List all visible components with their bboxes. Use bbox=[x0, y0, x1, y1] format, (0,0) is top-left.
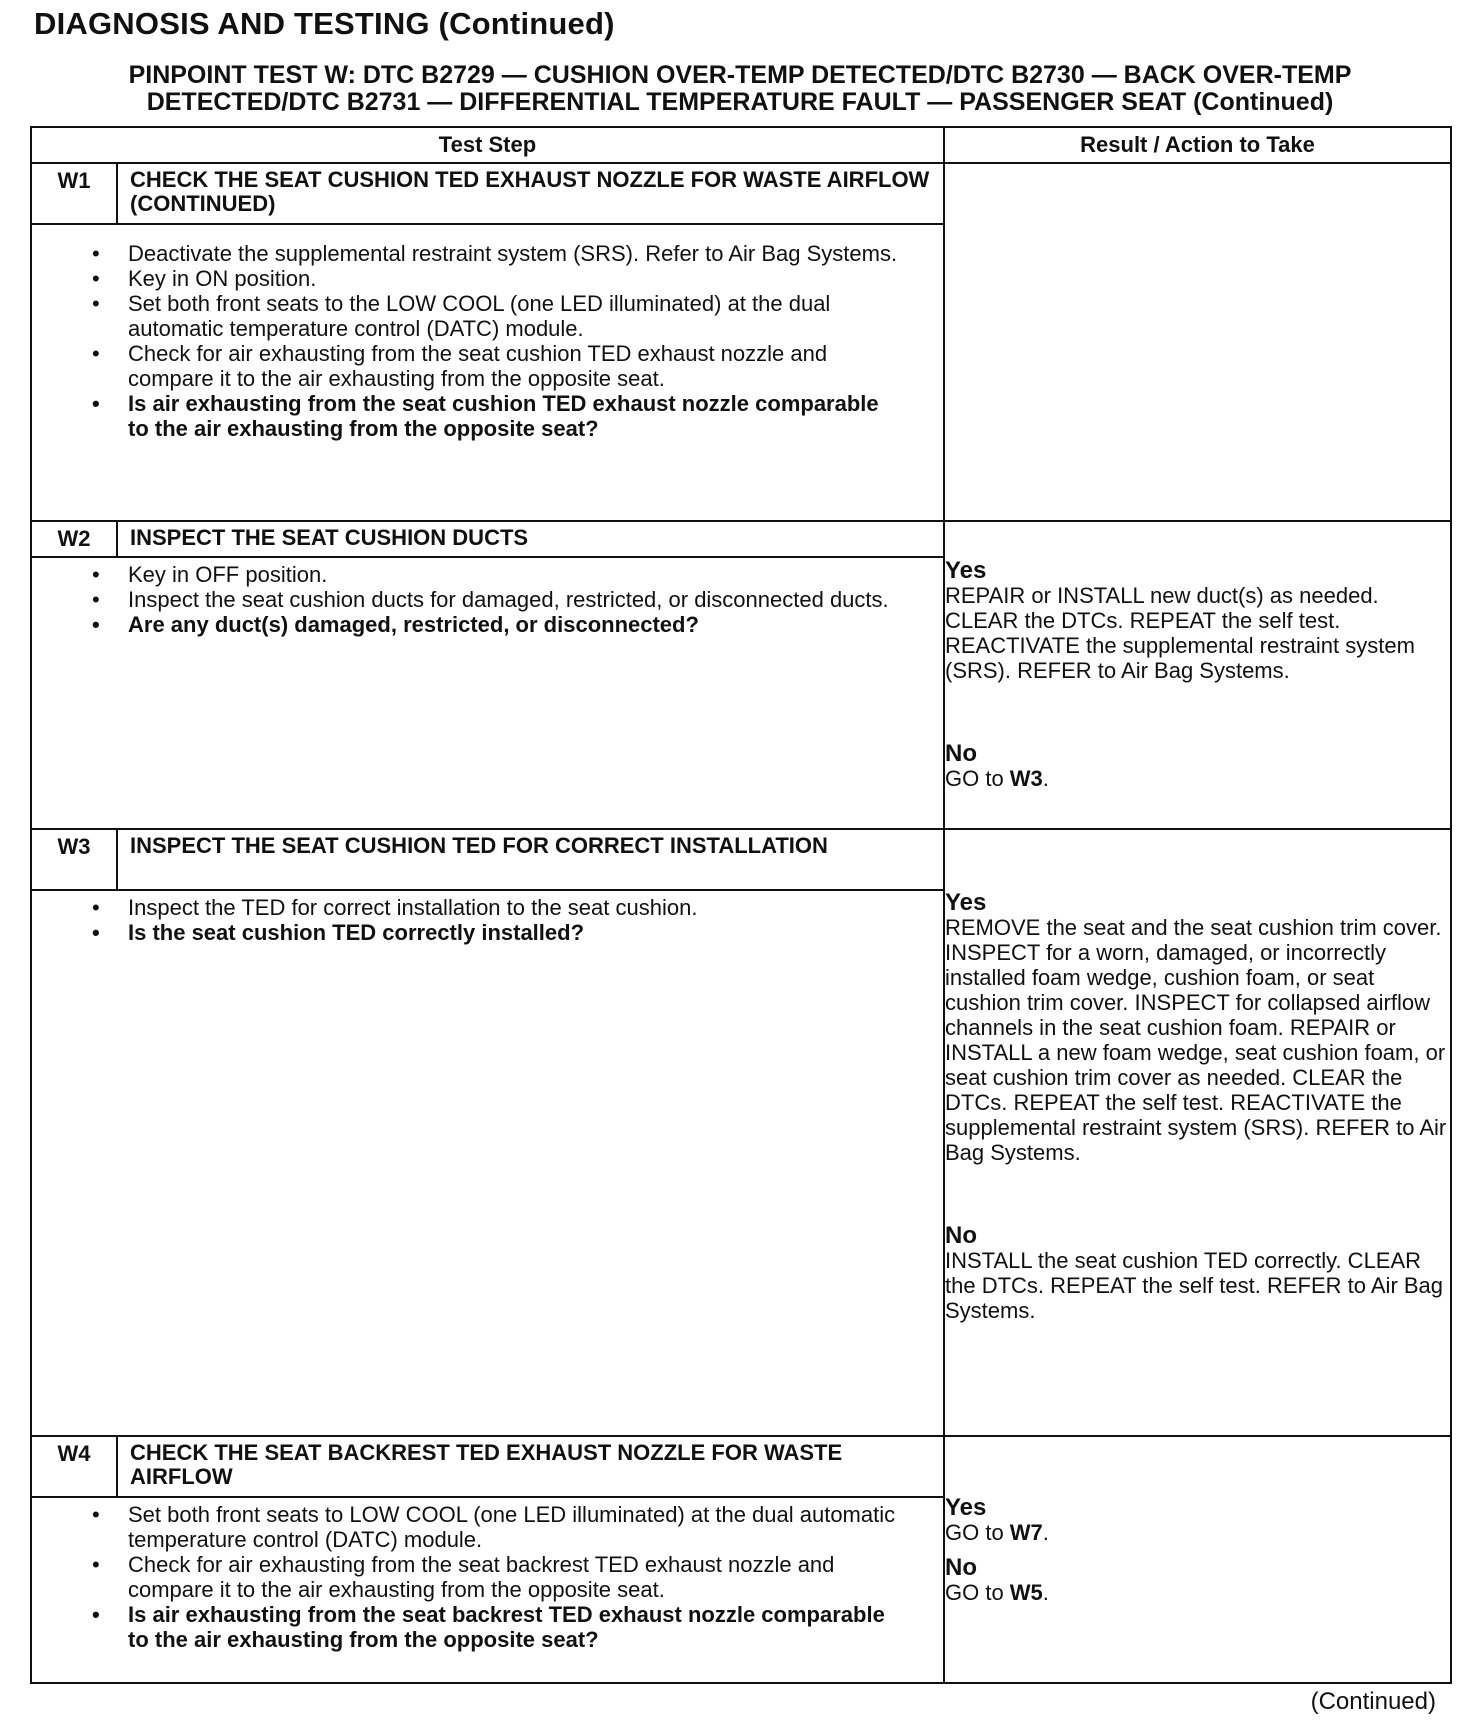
step-bullet-list bbox=[32, 891, 943, 955]
table-row-w4 bbox=[31, 1436, 1451, 1683]
no-action bbox=[945, 1580, 1450, 1605]
yes-label: Yes bbox=[945, 1494, 987, 1521]
column-header-test-step: Test Step bbox=[31, 127, 944, 163]
yes-action: REMOVE the seat and the seat cushion trim cover. INSPECT for a worn, damaged, or incorrectly installed foam wedge, cushion foam, or seat cushion trim cover. INSPECT for collapsed airflow channels in the seat cushion foam. REPAIR or INSTALL a new foam wedge, seat cushion foam, or seat cushion trim cover as needed. CLEAR the DTCs. REPEAT the self test. REACTIVATE the supplemental restraint system (SRS). REFER to Air Bag Systems. bbox=[945, 915, 1447, 1165]
yes-label: Yes bbox=[945, 889, 987, 916]
step-title: INSPECT THE SEAT CUSHION DUCTS bbox=[130, 525, 529, 550]
step-question: • Is the seat cushion TED correctly installed? bbox=[128, 920, 903, 945]
table-header-row bbox=[31, 127, 1451, 163]
no-label: No bbox=[945, 1554, 977, 1581]
yes-action-prefix: GO to bbox=[945, 1520, 1010, 1545]
table-row-w2 bbox=[31, 521, 1451, 829]
step-bullet: • Inspect the seat cushion ducts for damaged, restricted, or disconnected ducts. bbox=[128, 587, 903, 612]
step-id: W1 bbox=[32, 164, 118, 223]
no-action bbox=[945, 766, 1450, 791]
test-step-w2 bbox=[31, 521, 944, 829]
step-id: W2 bbox=[32, 522, 118, 556]
page-title: DIAGNOSIS AND TESTING (Continued) bbox=[34, 6, 615, 41]
no-label: No bbox=[945, 740, 977, 767]
step-bullet: • Set both front seats to the LOW COOL (one LED illuminated) at the dual automatic temperature control (DATC) module. bbox=[128, 291, 903, 341]
yes-action-suffix: . bbox=[1042, 1520, 1049, 1545]
yes-action-ref: W7 bbox=[1009, 1520, 1043, 1545]
result-w1 bbox=[944, 163, 1451, 521]
pinpoint-test-title bbox=[30, 62, 1450, 116]
step-bullet: • Set both front seats to LOW COOL (one LED illuminated) at the dual automatic temperature control (DATC) module. bbox=[128, 1502, 903, 1552]
test-step-w3 bbox=[31, 829, 944, 1436]
result-w2 bbox=[944, 521, 1451, 829]
step-question: • Is air exhausting from the seat cushion TED exhaust nozzle comparable to the air exhausting from the opposite seat? bbox=[128, 391, 903, 441]
table-row-w1 bbox=[31, 163, 1451, 521]
step-bullet: • Key in OFF position. bbox=[128, 562, 903, 587]
yes-label: Yes bbox=[945, 557, 987, 584]
step-id: W3 bbox=[32, 830, 118, 889]
pinpoint-test-table bbox=[30, 126, 1452, 1684]
step-bullet: • Key in ON position. bbox=[128, 266, 903, 291]
step-bullet: • Check for air exhausting from the seat cushion TED exhaust nozzle and compare it to the air exhausting from the opposite seat. bbox=[128, 341, 903, 391]
no-action-ref: W5 bbox=[1009, 1580, 1043, 1605]
no-label: No bbox=[945, 1222, 977, 1249]
subtitle-line-1: PINPOINT TEST W: DTC B2729 — CUSHION OVER-TEMP DETECTED/DTC B2730 — BACK OVER-TEMP bbox=[128, 61, 1352, 89]
continued-label: (Continued) bbox=[1310, 1688, 1436, 1715]
step-bullet: • Check for air exhausting from the seat backrest TED exhaust nozzle and compare it to the air exhausting from the opposite seat. bbox=[128, 1552, 903, 1602]
no-action-suffix: . bbox=[1042, 766, 1049, 791]
step-question: • Are any duct(s) damaged, restricted, or disconnected? bbox=[128, 612, 903, 637]
step-bullet-list bbox=[32, 558, 943, 647]
no-action: INSTALL the seat cushion TED correctly. CLEAR the DTCs. REPEAT the self test. REFER to Air Bag Systems. bbox=[945, 1248, 1444, 1323]
no-action-ref: W3 bbox=[1009, 766, 1043, 791]
step-question: • Is air exhausting from the seat backrest TED exhaust nozzle comparable to the air exhausting from the opposite seat? bbox=[128, 1602, 903, 1652]
test-step-w4 bbox=[31, 1436, 944, 1683]
step-title: INSPECT THE SEAT CUSHION TED FOR CORRECT INSTALLATION bbox=[130, 833, 828, 858]
step-bullet: • Deactivate the supplemental restraint system (SRS). Refer to Air Bag Systems. bbox=[128, 241, 903, 266]
column-header-result: Result / Action to Take bbox=[944, 127, 1451, 163]
no-action-suffix: . bbox=[1042, 1580, 1049, 1605]
yes-action bbox=[945, 1520, 1450, 1545]
no-action-prefix: GO to bbox=[945, 1580, 1010, 1605]
yes-action: REPAIR or INSTALL new duct(s) as needed. CLEAR the DTCs. REPEAT the self test. REACTIVATE the supplemental restraint system (SRS). REFER to Air Bag Systems. bbox=[945, 583, 1415, 683]
step-bullet-list bbox=[32, 225, 943, 451]
no-action-prefix: GO to bbox=[945, 766, 1010, 791]
table-row-w3 bbox=[31, 829, 1451, 1436]
result-w4 bbox=[944, 1436, 1451, 1683]
subtitle-line-2: DETECTED/DTC B2731 — DIFFERENTIAL TEMPERATURE FAULT — PASSENGER SEAT (Continued) bbox=[146, 88, 1334, 116]
step-id: W4 bbox=[32, 1437, 118, 1496]
step-title: CHECK THE SEAT BACKREST TED EXHAUST NOZZLE FOR WASTE AIRFLOW bbox=[130, 1440, 843, 1489]
test-step-w1 bbox=[31, 163, 944, 521]
step-title: CHECK THE SEAT CUSHION TED EXHAUST NOZZLE FOR WASTE AIRFLOW (CONTINUED) bbox=[130, 167, 930, 216]
step-bullet-list bbox=[32, 1498, 943, 1662]
step-bullet: • Inspect the TED for correct installation to the seat cushion. bbox=[128, 895, 903, 920]
result-w3 bbox=[944, 829, 1451, 1436]
